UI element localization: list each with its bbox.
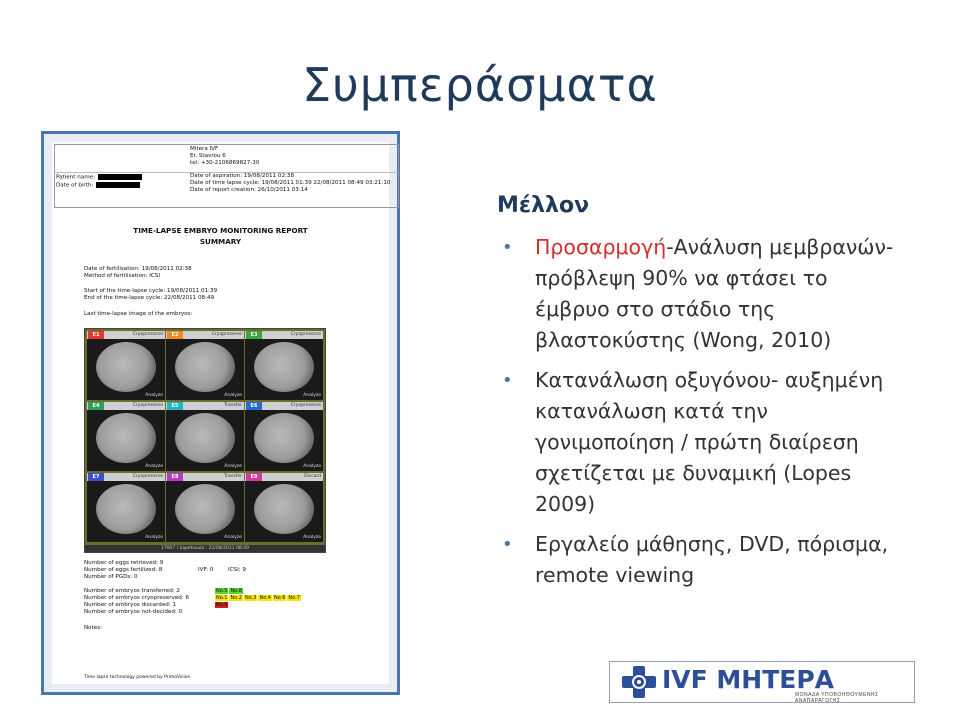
analyze-label: Analyze (303, 393, 321, 398)
analyze-label: Analyze (224, 393, 242, 398)
embryo-image (175, 484, 235, 534)
analyze-label: Analyze (145, 393, 163, 398)
embryo-id-tag: E3 (246, 331, 262, 339)
patient-name-label: Patient name: (56, 174, 96, 181)
ivf-count: IVF: 0 (198, 567, 214, 573)
embryo-cell (166, 473, 244, 542)
embryo-cell (87, 402, 165, 471)
bullet-icon: • (502, 370, 513, 391)
bullet-item (502, 529, 902, 591)
time-lapse-cycle-dates: Date of time lapse cycle: 19/08/2011 01:39 22/08/2011 08:49 03:21:10 (190, 180, 391, 186)
embryos-not-decided: Number of embryos not-decided: 0 (84, 609, 183, 615)
embryo-status-label: Cryopreserve (132, 474, 163, 479)
embryo-number-chip: No.2 (230, 595, 242, 601)
embryos-discarded: Number of embryos discarded: 1 (84, 602, 177, 608)
bullet-text: -Ανάλυση μεμβρανών- πρόβλεψη 90% να φτάσει το έμβρυο στο στάδιο της βλαστοκύστης (Wong, 2010) (535, 235, 894, 352)
embryo-number-chip: No.9 (216, 602, 228, 608)
fertilisation-method: Method of fertilisation: ICSI (84, 273, 160, 279)
pgd-count: Number of PGDs: 0 (84, 574, 138, 580)
bullet-text: Κατανάλωση οξυγόνου- αυξημένη κατανάλωση κατά την γονιμοποίηση / πρώτη διαίρεση σχετίζεται με δυναμική (Lopes 2009) (535, 368, 884, 516)
clinic-tel: tel: +30-2106869827-30 (190, 160, 260, 166)
aspiration-date: Date of aspiration: 19/08/2011 02:38 (190, 173, 295, 179)
embryo-number-chip: No.6 (273, 595, 286, 601)
clinic-address: Er. Stavrou 6 (190, 153, 226, 159)
bullet-icon: • (502, 237, 513, 258)
redaction-bar (98, 174, 142, 180)
embryo-status-label: Transfer (223, 403, 242, 408)
logo-subtitle: ΜΟΝΑΔΑ ΥΠΟΒΟΗΘΟΥΜΕΝΗΣ ΑΝΑΠΑΡΑΓΩΓΗΣ (795, 692, 879, 704)
embryo-id-tag: E1 (88, 331, 104, 339)
last-image-label: Last time-lapse image of the embryos: (84, 311, 193, 317)
embryo-cell (166, 331, 244, 400)
dob-row (56, 182, 140, 190)
analyze-label: Analyze (303, 464, 321, 469)
embryo-id-tag: E6 (246, 402, 262, 410)
analyze-label: Analyze (145, 535, 163, 540)
embryo-status-label: Cryopreserve (290, 403, 321, 408)
embryo-id-tag: E9 (246, 473, 262, 481)
embryo-cell (245, 331, 323, 400)
dob-label: Date of birth: (56, 182, 94, 189)
embryo-cell (245, 402, 323, 471)
embryo-image-grid (84, 328, 326, 553)
embryos-transferred: Number of embryos transferred: 2 (84, 588, 180, 594)
eggs-fertilized: Number of eggs fertilized: 8 (84, 567, 163, 573)
grid-footer: 17007 / kapetsoula : 22/08/2011 08:49 (85, 545, 325, 552)
embryo-status-label: Cryopreserve (211, 332, 242, 337)
embryo-id-tag: E8 (167, 473, 183, 481)
fertilisation-date: Date of fertilisation: 19/08/2011 02:38 (84, 266, 192, 272)
report-creation-date: Date of report creation: 26/10/2011 03:14 (190, 187, 308, 193)
embryo-image (96, 484, 156, 534)
embryo-status-label: Cryopreserve (290, 332, 321, 337)
embryo-status-label: Transfer (223, 474, 242, 479)
embryo-image (175, 413, 235, 463)
analyze-label: Analyze (224, 535, 242, 540)
embryo-status-label: Cryopreserve (132, 332, 163, 337)
embryo-image (254, 413, 314, 463)
report-image-frame (41, 131, 400, 695)
ivf-mitera-logo (609, 661, 915, 703)
embryo-id-tag: E5 (167, 402, 183, 410)
embryo-image (96, 413, 156, 463)
notes-label: Notes: (84, 625, 103, 631)
analyze-label: Analyze (303, 535, 321, 540)
medical-cross-icon (622, 666, 656, 698)
icsi-count: ICSI: 9 (228, 567, 246, 573)
embryo-image (96, 342, 156, 392)
bullet-text: Εργαλείο μάθησης, DVD, πόρισμα, remote viewing (535, 532, 889, 587)
embryo-id-tag: E7 (88, 473, 104, 481)
eggs-retrieved: Number of eggs retrieved: 9 (84, 560, 164, 566)
analyze-label: Analyze (224, 464, 242, 469)
clinic-name: Mitera IVF (190, 146, 219, 152)
embryo-number-chip: No.7 (288, 595, 300, 601)
highlight-text: Προσαρμογή (535, 235, 667, 259)
embryo-status-label: Cryopreserve (132, 403, 163, 408)
embryo-cell (245, 473, 323, 542)
report-title: TIME-LAPSE EMBRYO MONITORING REPORT (133, 226, 308, 235)
slide-title: Συμπεράσματα (302, 58, 658, 112)
embryo-cell (87, 331, 165, 400)
analyze-label: Analyze (145, 464, 163, 469)
bullet-item (502, 365, 902, 520)
embryo-status-label: Discard (304, 474, 321, 479)
bullet-icon: • (502, 534, 513, 555)
embryo-number-chip: No.3 (244, 595, 257, 601)
embryo-number-chip: No.8 (230, 588, 242, 594)
bullet-list (502, 232, 902, 600)
embryo-cell (166, 402, 244, 471)
cycle-end: End of the time-lapse cycle: 22/08/2011 08:49 (84, 295, 215, 301)
embryo-image (175, 342, 235, 392)
embryo-number-chip: No.5 (216, 588, 228, 594)
redaction-bar (96, 182, 140, 188)
report-subtitle: SUMMARY (199, 237, 242, 246)
logo-text: IVF ΜΗΤΕΡΑ (662, 665, 835, 694)
embryos-cryopreserved: Number of embryos cryopreserved: 6 (84, 595, 190, 601)
embryo-id-tag: E2 (167, 331, 183, 339)
bullet-item (502, 232, 902, 356)
embryo-id-tag: E4 (88, 402, 104, 410)
section-heading: Μέλλον (497, 193, 590, 218)
cryopreserved-chips (215, 595, 302, 602)
report-page (52, 142, 389, 684)
transferred-chips (215, 588, 244, 595)
patient-name-row (56, 174, 142, 182)
discarded-chips (215, 602, 229, 609)
embryo-image (254, 484, 314, 534)
powered-by: Time lapse technology powered by PrimoVision (84, 675, 191, 680)
embryo-cell (87, 473, 165, 542)
embryo-number-chip: No.1 (216, 595, 228, 601)
cycle-start: Start of the time-lapse cycle: 19/08/2011 01:39 (84, 288, 218, 294)
embryo-image (254, 342, 314, 392)
embryo-number-chip: No.4 (259, 595, 271, 601)
